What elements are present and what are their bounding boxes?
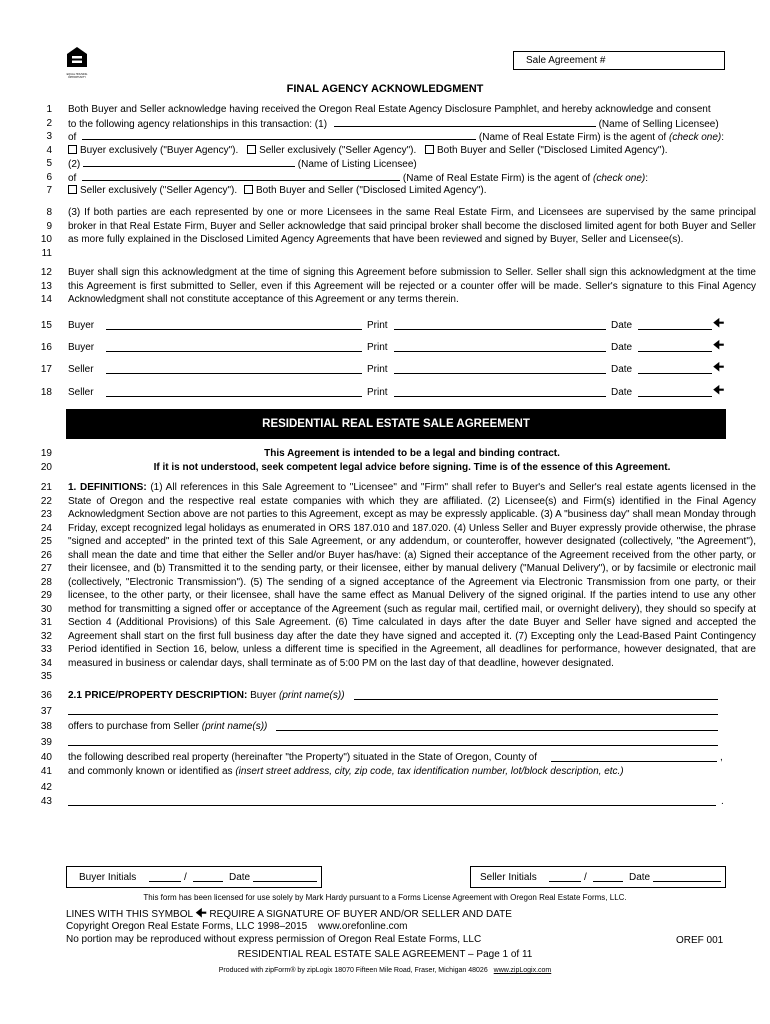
both-disclosed-checkbox[interactable] <box>244 185 253 194</box>
copyright-line <box>66 920 666 934</box>
ack-block <box>30 103 730 199</box>
license-notice: This form has been licensed for use solely by Mark Hardy pursuant to a Forms License Agreement with Oregon Real Estate Forms, LLC. <box>143 893 627 902</box>
line-number: 20 <box>40 461 52 473</box>
ack-line-4 <box>68 144 756 158</box>
seller-exclusive-label: Seller exclusively ("Seller Agency"). <box>80 185 238 196</box>
buyer-initials-box[interactable] <box>66 866 322 888</box>
comma: , <box>720 752 723 763</box>
slash: / <box>584 872 587 883</box>
line-number: 23 <box>40 509 52 520</box>
line-number: 7 <box>46 185 52 196</box>
signature-field[interactable] <box>106 342 362 352</box>
ack-paragraph-3-text: (3) If both parties are each represented by one or more Licensees in the same Real Estate Firm, and Licensees are supervised by the same principal broker in that Real Estate Firm, Buyer and Seller acknowledge that said principal broker shall become the disclosed limited agent for both Buyer and Seller as more fully explained in the Disclosed Limited Agency Agreements that have been reviewed and signed by Buyer, Seller and Licensee(s). <box>68 207 756 245</box>
line-number: 18 <box>40 387 52 398</box>
produced-by-line <box>0 964 770 978</box>
signature-row <box>30 360 730 377</box>
line-number: 22 <box>40 495 52 507</box>
sign-here-arrow-icon: 🠈 <box>195 906 207 920</box>
seller-initials-box[interactable] <box>470 866 726 888</box>
definitions-heading: 1. DEFINITIONS: <box>68 482 147 493</box>
intro-block <box>30 447 730 475</box>
buyer-initials-field-2[interactable] <box>193 872 223 882</box>
period: . <box>721 796 724 807</box>
date-label: Date <box>611 320 633 331</box>
symbol-legend-requirement: REQUIRE A SIGNATURE OF BUYER AND/OR SELLER AND DATE <box>209 909 512 920</box>
line-number: 35 <box>40 671 52 682</box>
line-number: 38 <box>40 721 52 732</box>
line-number: 37 <box>40 705 52 717</box>
offers-label: offers to purchase from Seller <box>68 721 199 732</box>
of-label: of <box>68 172 77 184</box>
line-number: 10 <box>40 234 52 245</box>
line-number: 43 <box>40 796 52 807</box>
property-description-field[interactable] <box>68 796 716 806</box>
line-number: 31 <box>40 617 52 628</box>
buyer-agency-checkbox[interactable] <box>68 145 77 154</box>
check-one-hint: (check one) <box>592 172 646 184</box>
date-field[interactable] <box>638 320 712 330</box>
definitions-body: (1) All references in this Sale Agreement to "Licensee" and "Firm" shall refer to Buyer's and Seller's real estate agents licensed in the State of Oregon and the respective real estate companies with which they are affiliated. (2) Licensee(s) and Firm(s) identified in the Final Agency Acknowledgment Section above are not parties to this Agreement, except as may be expressly applicable. (3) A "business day" shall mean Monday through Friday, except recognized legal holidays as enumerated in ORS 187.010 and 187.020. (4) Unless Seller and Buyer expressly provide otherwise, the phrase "signed and accepted" in the printed text of this Sale Agreement, or any addendum, or counteroffer, however designated (collectively, "the Agreement"), shall mean the date and time that either the Seller and/or Buyer has/have: (a) Signed their acceptance of the Agreement received from the other party, or their licensee, and (b) Transmitted it to the sending party, or their licensee, either by manual delivery ("Manual Delivery"), or by facsimile or electronic mail (collectively, "Electronic Transmission"). (5) The sending of a signed acceptance of the Agreement via Electronic Transmission from one party, or their licensee, to the other party, or their licensee, shall have the same effect as Manual Delivery of the signed original. If the parties intend to use any other method for transmitting a signed offer or acceptance of the Agreement (such as regular mail, certified mail, or overnight delivery), they should so specify at Section 4 (Additional Provisions) of this Sale Agreement. (6) Time calculated in days after the date Buyer and Seller have signed and accepted the Agreement shall start on the first full business day after the date they have signed and accepted it. (7) Excepting only the Lead-Based Paint Contingency Period identified in Section 16, below, unless a different time is specified in the Agreement, all deadlines for performance, however designated, that are measured in business or calendar days, shall terminate as of 5:00 PM on the last day of that deadline, however designated. <box>68 482 756 669</box>
seller-names-field[interactable] <box>276 721 718 731</box>
buyer-names-field-line-2[interactable] <box>68 705 718 715</box>
line-number: 4 <box>46 144 52 156</box>
selling-firm-label: (Name of Real Estate Firm) is the agent of <box>478 132 667 143</box>
listing-firm-field[interactable] <box>82 171 400 181</box>
page-indicator: RESIDENTIAL REAL ESTATE SALE AGREEMENT – Page 1 of 11 <box>237 949 533 960</box>
line-number: 14 <box>40 294 52 305</box>
seller-initials-field-1[interactable] <box>549 872 581 882</box>
print-names-hint: (print name(s)) <box>278 690 345 701</box>
print-names-hint: (print name(s)) <box>201 721 268 732</box>
form-id: OREF 001 <box>676 935 724 946</box>
ack-paragraph-3 <box>30 206 756 262</box>
ack-paragraph-4-text: Buyer shall sign this acknowledgment at the time of signing this Agreement before submission to Seller. Seller shall sign this acknowledgment at the time this Agreement is first submitted to Seller, even if this Agreement will be rejected or a counter offer will be made. Seller's signature to this Final Agency Acknowledgment shall not constitute acceptance of this Agreement or any terms therein. <box>68 267 756 305</box>
seller-initials-date-field[interactable] <box>653 872 721 882</box>
signature-role-label: Seller <box>68 364 94 375</box>
line-number: 12 <box>40 267 52 278</box>
selling-licensee-label: (Name of Selling Licensee) <box>598 118 719 130</box>
known-as-label: and commonly known or identified as <box>68 766 233 777</box>
line-number: 30 <box>40 603 52 615</box>
seller-names-field-line-2[interactable] <box>68 736 718 746</box>
agreement-banner <box>66 409 726 439</box>
date-label: Date <box>611 364 633 375</box>
signature-role-label: Buyer <box>68 320 95 331</box>
both-disclosed-label: Both Buyer and Seller ("Disclosed Limited Agency"). <box>255 185 487 196</box>
buyer-initials-label: Buyer Initials <box>79 872 137 883</box>
price-heading: 2.1 PRICE/PROPERTY DESCRIPTION: <box>68 690 248 701</box>
line-number: 3 <box>46 131 52 142</box>
line-number: 11 <box>41 247 52 259</box>
of-label: of <box>68 132 77 143</box>
sale-agreement-number-box[interactable] <box>513 51 725 70</box>
line-number: 33 <box>40 644 52 655</box>
ack-line-2 <box>68 117 756 132</box>
website-link[interactable]: www.orefonline.com <box>318 921 408 932</box>
signature-field[interactable] <box>106 364 362 374</box>
final-agency-title: FINAL AGENCY ACKNOWLEDGMENT <box>286 83 484 95</box>
line-number: 26 <box>40 549 52 561</box>
date-field[interactable] <box>638 342 712 352</box>
seller-initials-label: Seller Initials <box>480 872 537 883</box>
intro-line-20: If it is not understood, seek competent legal advice before signing. Time is of the essence of this Agreement. <box>153 461 671 473</box>
signature-role-label: Buyer <box>68 342 95 353</box>
colon: : <box>645 172 649 184</box>
line-number: 2 <box>46 117 52 129</box>
disclosed-limited-agency-label: Both Buyer and Seller ("Disclosed Limited Agency"). <box>437 144 668 156</box>
address-hint: (insert street address, city, zip code, tax identification number, lot/block description, etc.) <box>235 766 624 777</box>
sign-here-arrow-icon: 🠈 <box>713 360 725 374</box>
signature-field[interactable] <box>106 387 362 397</box>
listing-firm-label: (Name of Real Estate Firm) is the agent of <box>402 172 591 184</box>
equal-housing-logo <box>66 46 88 79</box>
listing-licensee-field[interactable] <box>83 157 295 167</box>
definitions-block <box>30 481 756 685</box>
print-name-field[interactable] <box>394 364 606 374</box>
seller-agency-label: Seller exclusively ("Seller Agency"). <box>259 144 417 156</box>
signature-role-label: Seller <box>68 387 94 398</box>
print-name-field[interactable] <box>394 342 606 352</box>
line-number: 40 <box>40 752 52 763</box>
line-number: 42 <box>40 781 52 793</box>
line-number: 6 <box>46 171 52 183</box>
line-number: 17 <box>40 364 52 375</box>
line-number: 21 <box>40 482 52 493</box>
line-number: 34 <box>40 657 52 669</box>
buyer-initials-date-field[interactable] <box>253 872 317 882</box>
signature-row <box>30 383 730 400</box>
signature-row <box>30 338 730 355</box>
line-number: 16 <box>40 342 52 353</box>
selling-firm-field[interactable] <box>82 130 476 140</box>
date-label: Date <box>229 872 251 883</box>
ziplogix-link[interactable]: www.zipLogix.com <box>493 967 552 974</box>
line-number: 1 <box>46 104 52 115</box>
selling-licensee-field[interactable] <box>334 117 596 127</box>
signature-row <box>30 316 730 333</box>
agreement-banner-title: RESIDENTIAL REAL ESTATE SALE AGREEMENT <box>262 418 530 430</box>
produced-by-text: Produced with zipForm® by zipLogix 18070 Fifteen Mile Road, Fraser, Michigan 48026 <box>218 967 488 974</box>
print-name-field[interactable] <box>394 387 606 397</box>
buyer-names-field[interactable] <box>354 690 718 700</box>
line-number: 28 <box>40 576 52 588</box>
buyer-initials-field-1[interactable] <box>149 872 181 882</box>
county-label: the following described real property (hereinafter "the Property") situated in the State of Oregon, County of <box>68 752 538 763</box>
sale-agreement-number-label: Sale Agreement # <box>526 55 606 66</box>
print-name-field[interactable] <box>394 320 606 330</box>
colon: : <box>721 132 725 143</box>
date-label: Date <box>611 342 633 353</box>
price-line-41 <box>68 765 756 779</box>
line-number: 39 <box>40 736 52 748</box>
print-label: Print <box>367 342 388 353</box>
line-number: 32 <box>40 630 52 642</box>
print-label: Print <box>367 320 388 331</box>
seller-agency-checkbox[interactable] <box>247 145 256 154</box>
sign-here-arrow-icon: 🠈 <box>713 383 725 397</box>
ack-line-7 <box>68 184 756 198</box>
ack-line-5 <box>68 157 756 172</box>
sign-here-arrow-icon: 🠈 <box>713 338 725 352</box>
listing-licensee-label: (Name of Listing Licensee) <box>297 159 417 170</box>
date-field[interactable] <box>638 364 712 374</box>
line-number: 29 <box>40 590 52 601</box>
print-label: Print <box>367 364 388 375</box>
ack-line-1: Both Buyer and Seller acknowledge having received the Oregon Real Estate Agency Disclosure Pamphlet, and hereby acknowledge and consent <box>68 104 711 115</box>
date-label: Date <box>611 387 633 398</box>
check-one-hint: (check one) <box>668 132 722 143</box>
definitions-text <box>68 481 756 670</box>
buyer-label: Buyer <box>250 690 277 701</box>
date-label: Date <box>629 872 651 883</box>
line-number: 41 <box>40 766 52 777</box>
date-field[interactable] <box>638 387 712 397</box>
line-number: 19 <box>40 448 52 459</box>
symbol-legend-text: LINES WITH THIS SYMBOL <box>66 909 193 920</box>
line-number: 25 <box>40 536 52 547</box>
price-block <box>30 689 730 809</box>
buyer-agency-label: Buyer exclusively ("Buyer Agency"). <box>80 144 239 156</box>
intro-line-19: This Agreement is intended to be a legal and binding contract. <box>264 448 560 459</box>
sign-here-arrow-icon: 🠈 <box>713 316 725 330</box>
equal-housing-icon <box>66 46 88 68</box>
seller-exclusive-checkbox[interactable] <box>68 185 77 194</box>
line-number: 9 <box>46 220 52 232</box>
line-number: 13 <box>40 280 52 292</box>
line-number: 15 <box>40 320 52 331</box>
line-number: 27 <box>40 563 52 574</box>
ack-line-6 <box>68 171 756 186</box>
county-field[interactable] <box>551 752 717 762</box>
ack-paragraph-4 <box>30 266 756 308</box>
ack-line-2-text: to the following agency relationships in this transaction: (1) <box>68 118 328 130</box>
no-portion-notice: No portion may be reproduced without express permission of Oregon Real Estate Forms, LLC <box>66 934 482 945</box>
line-number: 5 <box>46 158 52 169</box>
line-number: 36 <box>40 690 52 701</box>
disclosed-limited-agency-checkbox[interactable] <box>425 145 434 154</box>
logo-caption: EQUAL HOUSING OPPORTUNITY <box>66 72 88 79</box>
ack-line-3 <box>68 130 756 145</box>
copyright-text: Copyright Oregon Real Estate Forms, LLC 1998–2015 <box>66 921 308 932</box>
signature-field[interactable] <box>106 320 362 330</box>
line-number: 24 <box>40 522 52 534</box>
seller-initials-field-2[interactable] <box>593 872 623 882</box>
slash: / <box>184 872 187 883</box>
print-label: Print <box>367 387 388 398</box>
line-number: 8 <box>46 207 52 218</box>
item-2-label: (2) <box>68 159 81 170</box>
